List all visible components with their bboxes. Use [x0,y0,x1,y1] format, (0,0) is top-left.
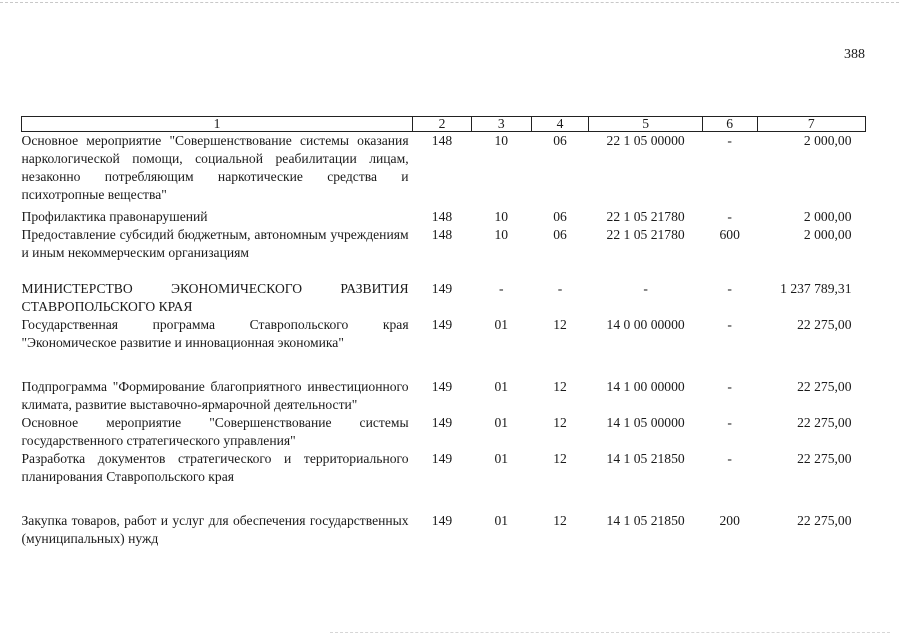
table-row [22,280,866,316]
cell-expense-type: - [727,209,732,224]
cell-section: 01 [494,513,509,528]
column-header: 4 [531,117,589,132]
cell-ministry-code: 149 [431,379,453,394]
budget-table [21,116,866,548]
column-header: 5 [589,117,702,132]
cell-amount: 22 275,00 [797,513,852,528]
table-row [22,512,866,548]
cell-section: 01 [494,379,509,394]
cell-subsection: 12 [553,415,567,430]
cell-target-code: 14 1 05 00000 [606,415,685,430]
cell-subsection: 06 [553,209,567,224]
cell-ministry-code: 149 [431,451,453,466]
cell-section: 10 [494,133,509,148]
cell-expense-type: - [727,451,732,466]
row-name: Разработка документов стратегического и территориального планирования Ставропольского края [21,451,409,484]
scan-top-edge [0,2,899,3]
cell-ministry-code: 148 [431,209,453,224]
row-name: Государственная программа Ставропольского края "Экономическое развитие и инновационная экономика" [21,317,409,350]
cell-ministry-code: 149 [431,415,453,430]
column-header: 2 [413,117,472,132]
row-name: МИНИСТЕРСТВО ЭКОНОМИЧЕСКОГО РАЗВИТИЯ СТАВРОПОЛЬСКОГО КРАЯ [21,281,409,314]
row-name: Основное мероприятие "Совершенствование системы оказания наркологической помощи, социальной реабилитации лицам, незаконно потребляющим наркотические средства и психотропные вещества" [21,133,409,202]
cell-amount: 2 000,00 [803,227,852,242]
table-row [22,226,866,280]
cell-expense-type: - [727,379,732,394]
cell-subsection: 12 [553,379,567,394]
cell-ministry-code: 149 [431,317,453,332]
cell-subsection: - [557,281,563,296]
cell-ministry-code: 149 [431,513,453,528]
cell-ministry-code: 148 [431,227,453,242]
cell-subsection: 06 [553,227,567,242]
cell-target-code: - [643,281,648,296]
cell-subsection: 06 [553,133,567,148]
table-row [22,414,866,450]
column-header: 6 [702,117,757,132]
cell-section: 01 [494,415,509,430]
cell-amount: 1 237 789,31 [780,281,852,296]
row-name: Основное мероприятие "Совершенствование системы государственного стратегического управления" [21,415,409,448]
cell-section: - [498,281,504,296]
cell-subsection: 12 [553,451,567,466]
table-row [22,378,866,414]
cell-amount: 22 275,00 [797,415,852,430]
cell-expense-type: 600 [719,227,740,242]
scan-bottom-edge [330,632,890,633]
table-row [22,450,866,512]
row-name: Подпрограмма "Формирование благоприятного инвестиционного климата, развитие выставочно-ярмарочной деятельности" [21,379,409,412]
row-name: Предоставление субсидий бюджетным, автономным учреждениям и иным некоммерческим организациям [21,227,409,260]
cell-target-code: 14 1 05 21850 [606,451,685,466]
cell-subsection: 12 [553,513,567,528]
cell-amount: 2 000,00 [803,209,852,224]
cell-ministry-code: 149 [431,281,453,296]
table-row [22,316,866,378]
column-header: 3 [471,117,531,132]
cell-expense-type: - [727,317,732,332]
cell-amount: 22 275,00 [797,451,852,466]
table-row [22,132,866,209]
cell-target-code: 22 1 05 21780 [606,227,685,242]
cell-expense-type: - [727,415,732,430]
cell-target-code: 14 0 00 00000 [606,317,685,332]
column-header: 7 [757,117,865,132]
cell-amount: 22 275,00 [797,317,852,332]
cell-target-code: 22 1 05 00000 [606,133,685,148]
cell-expense-type: - [727,133,732,148]
row-name: Профилактика правонарушений [21,209,208,224]
cell-section: 10 [494,209,509,224]
table-row [22,208,866,226]
cell-section: 01 [494,451,509,466]
cell-amount: 2 000,00 [803,133,852,148]
table-header-row [22,117,866,132]
row-name: Закупка товаров, работ и услуг для обеспечения государственных (муниципальных) нужд [21,513,409,546]
cell-target-code: 14 1 00 00000 [606,379,685,394]
page-number: 388 [844,47,865,62]
cell-expense-type: - [727,281,732,296]
cell-target-code: 14 1 05 21850 [606,513,685,528]
cell-section: 10 [494,227,509,242]
cell-target-code: 22 1 05 21780 [606,209,685,224]
cell-expense-type: 200 [719,513,740,528]
cell-amount: 22 275,00 [797,379,852,394]
cell-ministry-code: 148 [431,133,453,148]
cell-subsection: 12 [553,317,567,332]
column-header: 1 [22,117,413,132]
cell-section: 01 [494,317,509,332]
